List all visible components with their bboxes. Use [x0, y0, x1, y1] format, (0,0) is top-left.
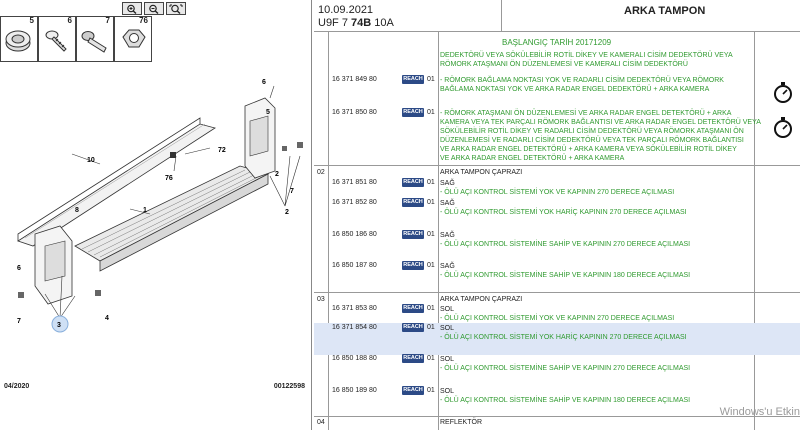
description-line: DÜZENLEMESİ VE RADARLI CİSİM DEDEKTÖRÜ VEYA TEK PARÇALI RÖMORK BAĞLANTISI	[440, 137, 744, 144]
thumbnail-part-5[interactable]	[0, 16, 38, 62]
section-title: ARKA TAMPON ÇAPRAZI	[440, 296, 523, 303]
zoom-toolbar	[122, 2, 188, 15]
part-number[interactable]: 16 371 854 80	[332, 324, 377, 331]
row-note: - ÖLÜ AÇI KONTROL SİSTEMİNE SAHİP VE KAPININ 180 DERECE AÇILMASI	[440, 272, 691, 279]
callout-2b: 2	[275, 171, 279, 178]
description-line: KAMERA VEYA TEK PARÇALI RÖMORK BAĞLANTISI VE ARKA RADAR ENGEL DETEKTÖRÜ VEYA	[440, 119, 761, 126]
description-line: - RÖMORK BAĞLAMA NOKTASI YOK VE RADARLI CİSİM DEDEKTÖRÜ VEYA RÖMORK	[440, 77, 724, 84]
divider	[754, 32, 755, 430]
quantity: 01	[427, 179, 435, 186]
quantity: 01	[427, 231, 435, 238]
divider	[314, 165, 800, 166]
quantity: 01	[427, 305, 435, 312]
row-description	[440, 262, 690, 280]
callout-4: 4	[105, 315, 109, 322]
reach-badge: REACH	[403, 199, 423, 205]
quantity: 01	[427, 324, 435, 331]
row-description	[440, 324, 687, 342]
section-title: ARKA TAMPON ÇAPRAZI	[440, 169, 523, 176]
clip-part	[170, 152, 176, 158]
row-note: - ÖLÜ AÇI KONTROL SİSTEMİNE SAHİP VE KAPININ 180 DERECE AÇILMASI	[440, 397, 691, 404]
section-number: 03	[317, 296, 325, 303]
callout-10: 10	[87, 157, 95, 164]
zoom-out-icon[interactable]	[144, 2, 164, 15]
parts-header	[314, 0, 800, 32]
row-note: - ÖLÜ AÇI KONTROL SİSTEMİ YOK VE KAPININ 270 DERECE AÇILMASI	[440, 315, 675, 322]
thumbnail-part-6[interactable]	[38, 16, 76, 62]
side-label: SOL	[440, 388, 455, 395]
part-number[interactable]: 16 371 853 80	[332, 305, 377, 312]
callout-1: 1	[143, 207, 147, 214]
thumbnail-number: 76	[139, 16, 148, 25]
divider	[328, 32, 329, 430]
callout-8: 8	[75, 207, 79, 214]
diagram-date: 04/2020	[4, 383, 30, 390]
quantity: 01	[427, 76, 435, 83]
quantity: 01	[427, 199, 435, 206]
side-label: SOL	[440, 325, 455, 332]
thumbnail-part-76[interactable]	[114, 16, 152, 62]
description-line: RÖMORK ATAŞMANI ÖN DÜZENLEMESİ VE KAMERALI CİSİM DEDEKTÖRÜ	[440, 61, 688, 68]
part-number[interactable]: 16 371 851 80	[332, 179, 377, 186]
row-description	[440, 199, 687, 217]
side-label: SAĞ	[440, 232, 455, 239]
description-line: SÖKÜLEBİLİR ROTİL DİKEY VE RADARLI CİSİM DEDEKTÖRÜ VEYA RÖMORK ATAŞMANI ÖN	[440, 128, 744, 135]
description-line: VE ARKA RADAR ENGEL DETEKTÖRÜ + ARKA KAMERA	[440, 155, 625, 162]
row-description	[440, 76, 724, 94]
header-code	[318, 17, 394, 29]
side-label: SOL	[440, 356, 455, 363]
part-number[interactable]: 16 371 852 80	[332, 199, 377, 206]
part-number[interactable]: 16 850 187 80	[332, 262, 377, 269]
part-number[interactable]: 16 371 850 80	[332, 109, 377, 116]
diagram-code: 00122598	[273, 383, 305, 390]
row-description	[440, 387, 690, 405]
labour-time-icon[interactable]	[772, 80, 794, 104]
description-line: BAĞLAMA NOKTASI YOK VE ARKA RADAR ENGEL DEDEKTÖRÜ + ARKA KAMERA	[440, 86, 710, 93]
quantity: 01	[427, 387, 435, 394]
parts-list-panel	[314, 0, 800, 430]
row-note: - ÖLÜ AÇI KONTROL SİSTEMİ YOK VE KAPININ 270 DERECE AÇILMASI	[440, 189, 675, 196]
code-prefix: U9F 7	[318, 17, 352, 29]
callout-72: 72	[218, 147, 226, 154]
side-label: SAĞ	[440, 200, 455, 207]
thumbnail-number: 6	[67, 16, 72, 25]
row-description	[440, 179, 674, 197]
row-note: - ÖLÜ AÇI KONTROL SİSTEMİNE SAHİP VE KAPININ 270 DERECE AÇILMASI	[440, 365, 691, 372]
callout-7: 7	[17, 318, 21, 325]
divider	[501, 0, 502, 32]
quantity: 01	[427, 109, 435, 116]
part-thumbnails	[0, 16, 152, 62]
start-date-label: BAŞLANGIÇ TARİH 20171209	[502, 38, 612, 47]
reach-badge: REACH	[403, 109, 423, 115]
section-number: 02	[317, 169, 325, 176]
part-number[interactable]: 16 850 188 80	[332, 355, 377, 362]
divider	[438, 32, 439, 430]
row-note: - ÖLÜ AÇI KONTROL SİSTEMİNE SAHİP VE KAPININ 270 DERECE AÇILMASI	[440, 241, 691, 248]
thumbnail-number: 5	[29, 16, 34, 25]
part-number[interactable]: 16 850 189 80	[332, 387, 377, 394]
divider	[314, 292, 800, 293]
callout-7b: 7	[290, 188, 294, 195]
bumper-exploded-diagram	[0, 66, 312, 366]
row-note: - ÖLÜ AÇI KONTROL SİSTEMİ YOK HARİÇ KAPININ 270 DERECE AÇILMASI	[440, 209, 687, 216]
section-title: REFLEKTÖR	[440, 419, 483, 426]
callout-6b: 6	[17, 265, 21, 272]
thumbnail-part-7[interactable]	[76, 16, 114, 62]
reach-badge: REACH	[403, 387, 423, 393]
callout-2: 2	[285, 209, 289, 216]
quantity: 01	[427, 262, 435, 269]
side-label: SAĞ	[440, 180, 455, 187]
reach-badge: REACH	[403, 179, 423, 185]
reach-badge: REACH	[403, 231, 423, 237]
section-number: 04	[317, 419, 325, 426]
description-line: - RÖMORK ATAŞMANI ÖN DÜZENLEMESİ VE ARKA RADAR ENGEL DETEKTÖRÜ + ARKA	[440, 110, 732, 117]
code-bold: 74B	[351, 17, 372, 29]
reach-badge: REACH	[403, 305, 423, 311]
exploded-diagram-panel	[0, 0, 312, 430]
reach-badge: REACH	[403, 324, 423, 330]
side-label: SOL	[440, 306, 455, 313]
reach-badge: REACH	[403, 262, 423, 268]
header-date: 10.09.2021	[318, 4, 374, 16]
row-description	[440, 305, 674, 323]
row-description	[440, 109, 761, 163]
labour-time-icon[interactable]	[772, 115, 794, 139]
description-line: DEDEKTÖRÜ VEYA SÖKÜLEBİLİR ROTİL DİKEY VE KAMERALI CİSİM DEDEKTÖRÜ VEYA	[440, 52, 733, 59]
zoom-fit-icon[interactable]	[166, 2, 186, 15]
row-description	[440, 355, 690, 373]
callout-3[interactable]: 3	[57, 322, 61, 329]
row-note: - ÖLÜ AÇI KONTROL SİSTEMİ YOK HARİÇ KAPININ 270 DERECE AÇILMASI	[440, 334, 687, 341]
code-suffix: 10A	[371, 17, 394, 29]
zoom-in-icon[interactable]	[122, 2, 142, 15]
windows-activation-watermark: Windows'u Etkin	[719, 406, 800, 418]
callout-76: 76	[165, 175, 173, 182]
callout-5: 5	[266, 109, 270, 116]
row-description	[440, 231, 690, 249]
reach-badge: REACH	[403, 355, 423, 361]
part-number[interactable]: 16 371 849 80	[332, 76, 377, 83]
part-number[interactable]: 16 850 186 80	[332, 231, 377, 238]
previous-description	[440, 51, 733, 69]
side-label: SAĞ	[440, 263, 455, 270]
thumbnail-number: 7	[105, 16, 110, 25]
description-line: VE ARKA RADAR ENGEL DETEKTÖRÜ + ARKA KAMERA VEYA SÖKÜLEBİLİR ROTİL DİKEY	[440, 146, 737, 153]
quantity: 01	[427, 355, 435, 362]
reach-badge: REACH	[403, 76, 423, 82]
callout-6: 6	[262, 79, 266, 86]
page-title: ARKA TAMPON	[624, 5, 706, 17]
